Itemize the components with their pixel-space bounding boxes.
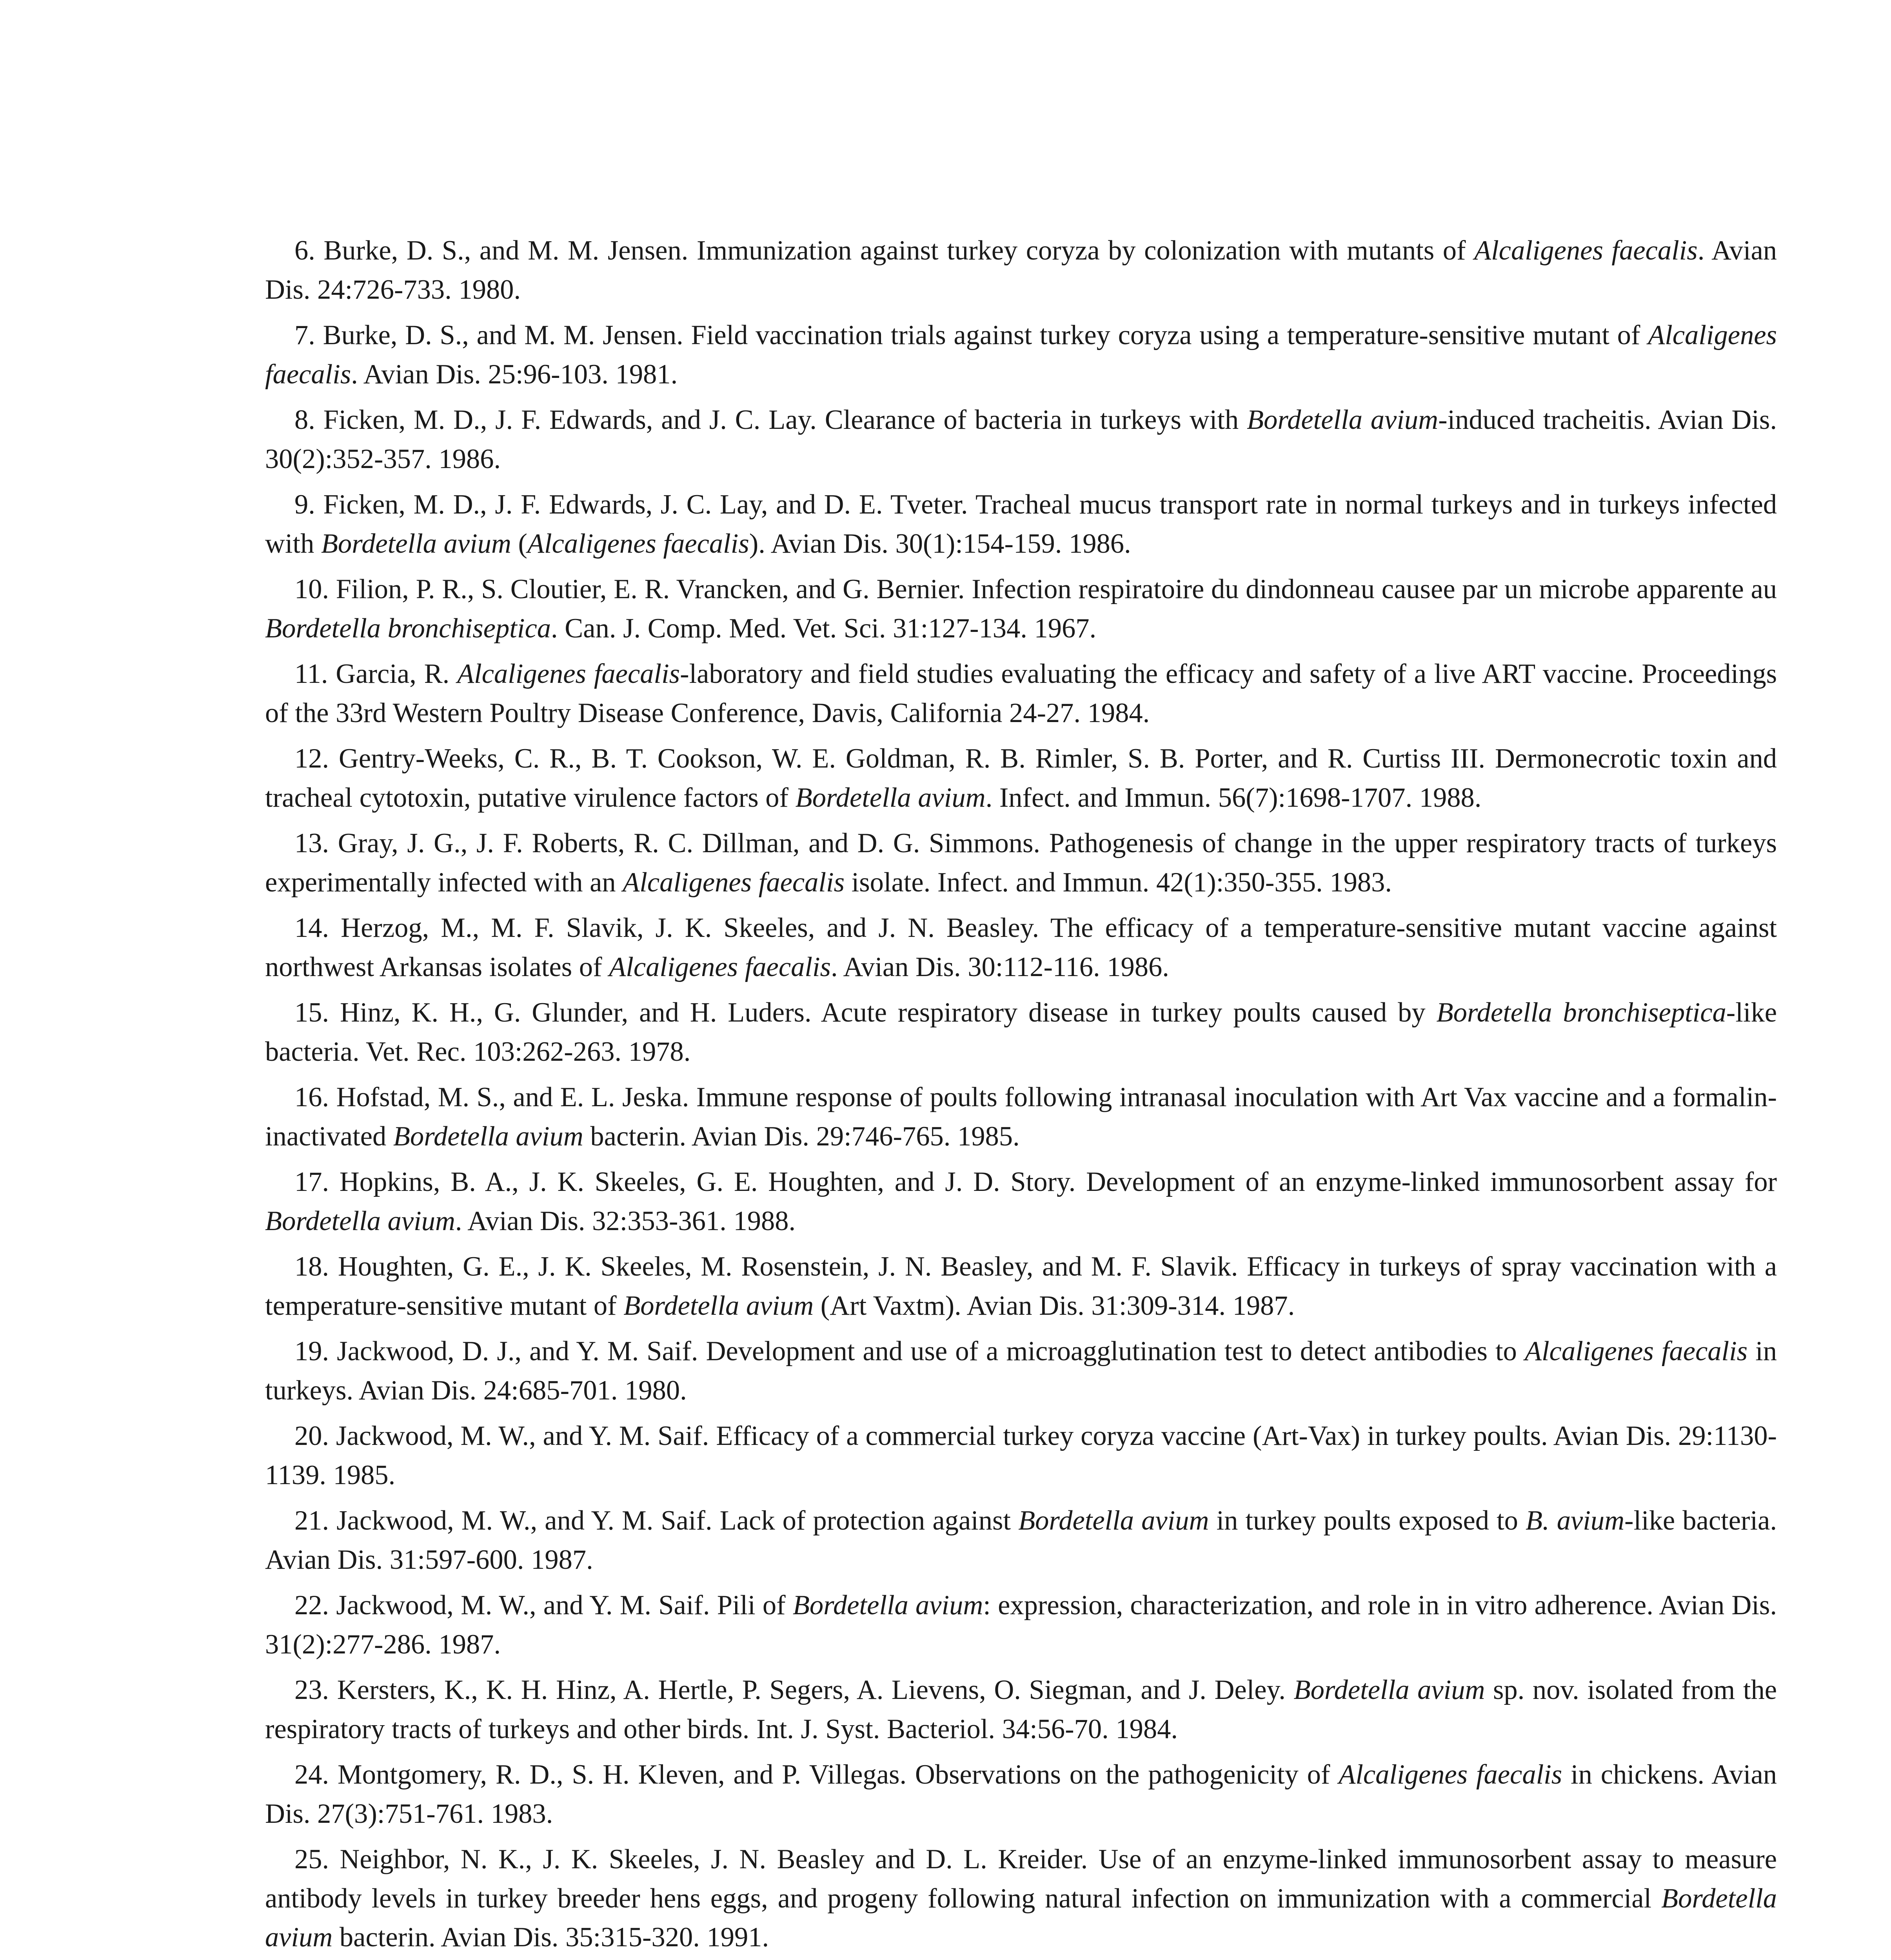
reference-list — [265, 231, 1777, 1960]
reference-number: 12. — [294, 743, 329, 774]
reference-number: 8. — [294, 405, 315, 435]
reference-text: . Can. J. Comp. Med. Vet. Sci. 31:127-134. 1967. — [551, 613, 1097, 644]
species-name: Bordetella avium — [1247, 405, 1439, 435]
reference-text: in chickens. Avian Dis. 27(3):751-761. 1983. — [265, 1759, 1777, 1829]
reference-text: : expression, characterization, and role in in vitro adherence. Avian Dis. 31(2):277-286. 1987. — [265, 1590, 1777, 1660]
reference-number: 20. — [294, 1421, 329, 1451]
species-name: Alcaligenes faecalis — [609, 951, 831, 982]
reference-text: Ficken, M. D., J. F. Edwards, and J. C. Lay. Clearance of bacteria in turkeys with — [315, 405, 1247, 435]
reference-number: 13. — [294, 828, 329, 858]
reference-text: Herzog, M., M. F. Slavik, J. K. Skeeles, and J. N. Beasley. The efficacy of a temperature-sensitive mutant vaccine against northwest Arkansas isolates of — [265, 913, 1777, 982]
reference-entry — [265, 1671, 1777, 1749]
reference-number: 23. — [294, 1675, 329, 1705]
reference-entry — [265, 1501, 1777, 1579]
species-name: Bordetella bronchiseptica — [265, 613, 551, 644]
reference-number: 11. — [294, 659, 328, 689]
species-name: Alcaligenes faecalis — [1339, 1759, 1562, 1790]
reference-text: . Avian Dis. 30:112-116. 1986. — [831, 951, 1169, 982]
reference-text: . Avian Dis. 24:726-733. 1980. — [265, 235, 1777, 305]
reference-text: Jackwood, D. J., and Y. M. Saif. Development and use of a microagglutination test to detect antibodies to — [329, 1336, 1525, 1367]
reference-number: 19. — [294, 1336, 329, 1367]
species-name: Bordetella avium — [321, 528, 511, 559]
reference-text: in turkey poults exposed to — [1209, 1505, 1526, 1536]
reference-entry — [265, 1332, 1777, 1410]
species-name: Bordetella avium — [792, 1590, 983, 1621]
reference-entry — [265, 909, 1777, 987]
species-name: Alcaligenes faecalis — [1474, 235, 1698, 266]
species-name: Bordetella avium — [265, 1883, 1777, 1953]
reference-entry — [265, 739, 1777, 817]
species-name: Bordetella avium — [265, 1205, 455, 1236]
reference-entry — [265, 570, 1777, 648]
reference-number: 16. — [294, 1082, 329, 1112]
reference-number: 10. — [294, 574, 329, 604]
species-name: Bordetella avium — [623, 1290, 814, 1321]
reference-text: Houghten, G. E., J. K. Skeeles, M. Rosenstein, J. N. Beasley, and M. F. Slavik. Efficacy in turkeys of spray vaccination with a temperature-sensitive mutant of — [265, 1251, 1777, 1321]
reference-text: -laboratory and field studies evaluating the efficacy and safety of a live ART vaccine. Proceedings of the 33rd Western Poultry Disease Conference, Davis, California 24-27. 1984. — [265, 659, 1777, 728]
reference-text: Garcia, R. — [328, 659, 458, 689]
reference-text: ( — [511, 528, 527, 559]
reference-number: 22. — [294, 1590, 329, 1621]
reference-text: bacterin. Avian Dis. 35:315-320. 1991. — [332, 1922, 769, 1953]
reference-text: . Avian Dis. 25:96-103. 1981. — [351, 359, 678, 390]
reference-text: -induced tracheitis. Avian Dis. 30(2):352-357. 1986. — [265, 405, 1777, 474]
reference-text: -like bacteria. Avian Dis. 31:597-600. 1987. — [265, 1505, 1777, 1575]
reference-text: Filion, P. R., S. Cloutier, E. R. Vrancken, and G. Bernier. Infection respiratoire du dindonneau causee par un microbe apparente au — [329, 574, 1777, 604]
reference-text: Burke, D. S., and M. M. Jensen. Field vaccination trials against turkey coryza using a temperature-sensitive mutant of — [315, 320, 1648, 350]
species-name: Alcaligenes faecalis — [623, 867, 845, 898]
reference-number: 7. — [294, 320, 315, 350]
reference-number: 25. — [294, 1844, 329, 1875]
reference-text: Ficken, M. D., J. F. Edwards, J. C. Lay, and D. E. Tveter. Tracheal mucus transport rate in normal turkeys and in turkeys infected with — [265, 489, 1777, 559]
reference-text: Burke, D. S., and M. M. Jensen. Immunization against turkey coryza by colonization with mutants of — [315, 235, 1474, 266]
reference-text: Jackwood, M. W., and Y. M. Saif. Lack of protection against — [329, 1505, 1019, 1536]
reference-text: Kersters, K., K. H. Hinz, A. Hertle, P. Segers, A. Lievens, O. Siegman, and J. Deley. — [329, 1675, 1294, 1705]
reference-number: 14. — [294, 913, 329, 943]
species-name: Alcaligenes faecalis — [1524, 1336, 1748, 1367]
reference-text: isolate. Infect. and Immun. 42(1):350-355. 1983. — [845, 867, 1392, 898]
reference-entry — [265, 316, 1777, 394]
reference-text: Gray, J. G., J. F. Roberts, R. C. Dillman, and D. G. Simmons. Pathogenesis of change in the upper respiratory tracts of turkeys experimentally infected with an — [265, 828, 1777, 898]
reference-text: Hopkins, B. A., J. K. Skeeles, G. E. Houghten, and J. D. Story. Development of an enzyme-linked immunosorbent assay for — [329, 1167, 1777, 1197]
reference-entry — [265, 1586, 1777, 1664]
reference-text: bacterin. Avian Dis. 29:746-765. 1985. — [583, 1121, 1020, 1152]
reference-entry — [265, 1840, 1777, 1957]
reference-text: sp. nov. isolated from the respiratory tracts of turkeys and other birds. Int. J. Syst. Bacteriol. 34:56-70. 1984. — [265, 1675, 1777, 1744]
reference-entry — [265, 824, 1777, 902]
reference-number: 15. — [294, 997, 329, 1028]
reference-number: 21. — [294, 1505, 329, 1536]
reference-text: . Infect. and Immun. 56(7):1698-1707. 1988. — [985, 782, 1482, 813]
species-name: B. avium — [1525, 1505, 1625, 1536]
reference-entry — [265, 1247, 1777, 1325]
reference-number: 6. — [294, 235, 315, 266]
reference-text: Montgomery, R. D., S. H. Kleven, and P. Villegas. Observations on the pathogenicity of — [329, 1759, 1339, 1790]
reference-number: 9. — [294, 489, 315, 520]
species-name: Bordetella avium — [393, 1121, 583, 1152]
reference-text: Jackwood, M. W., and Y. M. Saif. Efficacy of a commercial turkey coryza vaccine (Art-Vax) in turkey poults. Avian Dis. 29:1130-1139. 1985. — [265, 1421, 1777, 1490]
species-name: Bordetella avium — [795, 782, 986, 813]
reference-entry — [265, 231, 1777, 309]
species-name: Bordetella avium — [1293, 1675, 1485, 1705]
reference-text: (Art Vaxtm). Avian Dis. 31:309-314. 1987. — [814, 1290, 1295, 1321]
reference-text: ). Avian Dis. 30(1):154-159. 1986. — [749, 528, 1131, 559]
reference-text: Gentry-Weeks, C. R., B. T. Cookson, W. E. Goldman, R. B. Rimler, S. B. Porter, and R. Curtiss III. Dermonecrotic toxin and tracheal cytotoxin, putative virulence factors of — [265, 743, 1777, 813]
reference-entry — [265, 655, 1777, 733]
reference-number: 24. — [294, 1759, 329, 1790]
reference-text: Hinz, K. H., G. Glunder, and H. Luders. Acute respiratory disease in turkey poults caused by — [329, 997, 1437, 1028]
reference-text: Jackwood, M. W., and Y. M. Saif. Pili of — [329, 1590, 793, 1621]
reference-entry — [265, 1078, 1777, 1156]
species-name: Bordetella avium — [1018, 1505, 1209, 1536]
reference-entry — [265, 993, 1777, 1071]
reference-text: . Avian Dis. 32:353-361. 1988. — [455, 1205, 796, 1236]
reference-entry — [265, 485, 1777, 563]
reference-entry — [265, 401, 1777, 479]
reference-entry — [265, 1417, 1777, 1495]
reference-text: Neighbor, N. K., J. K. Skeeles, J. N. Beasley and D. L. Kreider. Use of an enzyme-linked immunosorbent assay to measure antibody levels in turkey breeder hens eggs, and progeny following natural infection on immunization with a commercial — [265, 1844, 1777, 1914]
species-name: Alcaligenes faecalis — [527, 528, 749, 559]
reference-number: 17. — [294, 1167, 329, 1197]
species-name: Bordetella bronchiseptica — [1436, 997, 1726, 1028]
species-name: Alcaligenes faecalis — [265, 320, 1777, 390]
reference-text: in turkeys. Avian Dis. 24:685-701. 1980. — [265, 1336, 1777, 1406]
reference-text: -like bacteria. Vet. Rec. 103:262-263. 1978. — [265, 997, 1777, 1067]
species-name: Alcaligenes faecalis — [457, 659, 680, 689]
reference-number: 18. — [294, 1251, 329, 1282]
reference-entry — [265, 1163, 1777, 1241]
reference-text: Hofstad, M. S., and E. L. Jeska. Immune response of poults following intranasal inoculation with Art Vax vaccine and a formalin-inactivated — [265, 1082, 1777, 1152]
reference-entry — [265, 1755, 1777, 1833]
